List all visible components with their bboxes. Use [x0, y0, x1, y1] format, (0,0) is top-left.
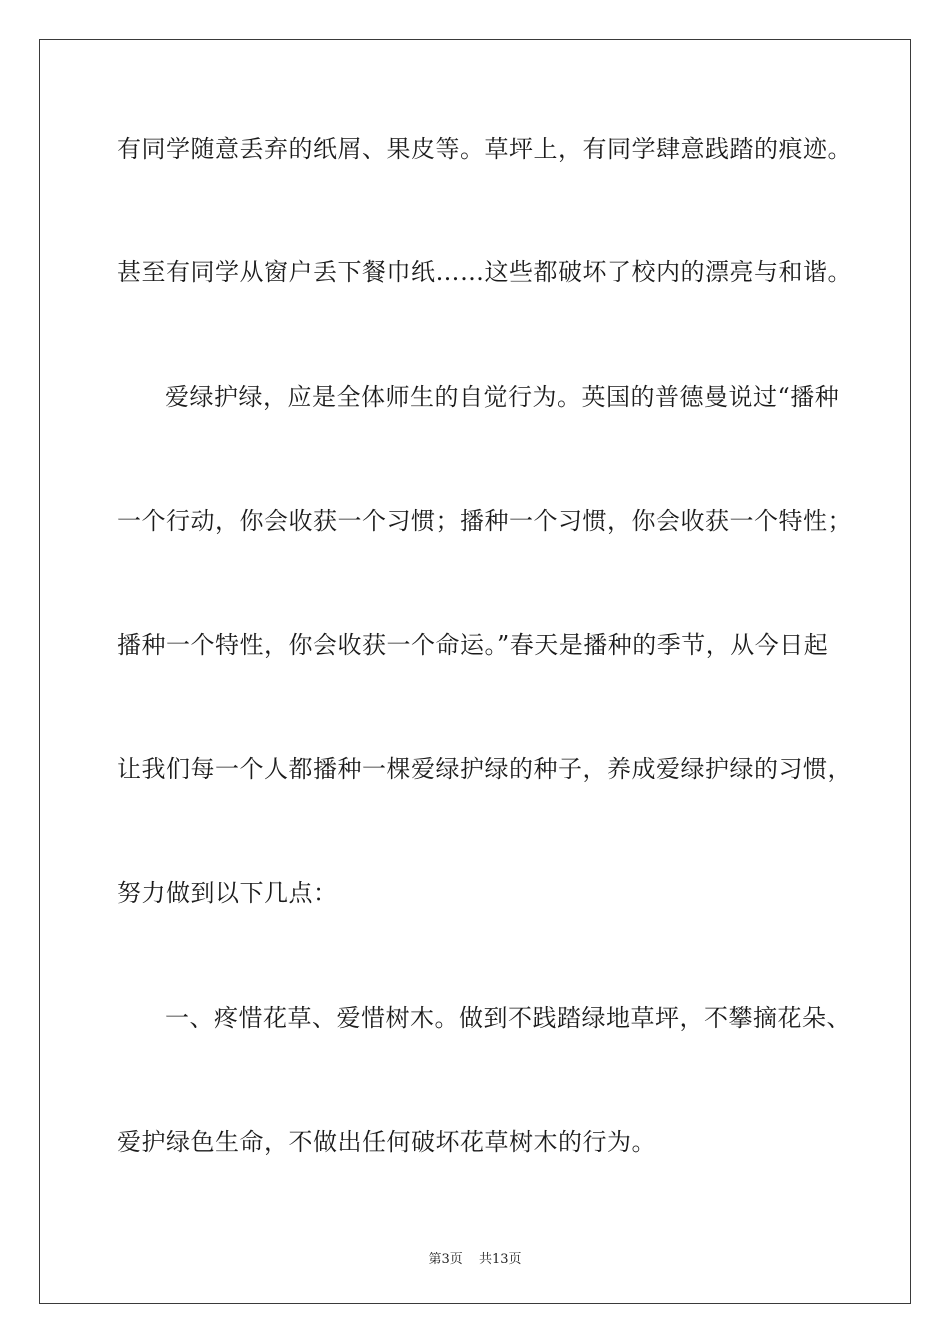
paragraph-start-line-8: 一、疼惜花草、爱惜树木。做到不践踏绿地草坪，不攀摘花朵、: [165, 1004, 851, 1032]
text-line-4: 一个行动，你会收获一个习惯；播种一个习惯，你会收获一个特性；: [117, 507, 852, 535]
page-total: 共13页: [478, 1252, 522, 1267]
page-border: [39, 39, 911, 1304]
paragraph-start-line-3: 爱绿护绿，应是全体师生的自觉行为。英国的普德曼说过“播种: [165, 383, 840, 411]
text-line-6: 让我们每一个人都播种一棵爱绿护绿的种子，养成爱绿护绿的习惯，: [117, 755, 852, 783]
text-line-1: 有同学随意丢弃的纸屑、果皮等。草坪上，有同学肆意践踏的痕迹。: [117, 135, 852, 163]
page-footer: [0, 1248, 950, 1267]
text-line-2: 甚至有同学从窗户丢下餐巾纸……这些都破坏了校内的漂亮与和谐。: [117, 258, 852, 286]
page-number: 第3页: [428, 1252, 463, 1267]
text-line-5: 播种一个特性，你会收获一个命运。”春天是播种的季节，从今日起: [117, 631, 829, 659]
text-line-9: 爱护绿色生命，不做出任何破坏花草树木的行为。: [117, 1128, 656, 1156]
text-line-7: 努力做到以下几点：: [117, 879, 338, 907]
